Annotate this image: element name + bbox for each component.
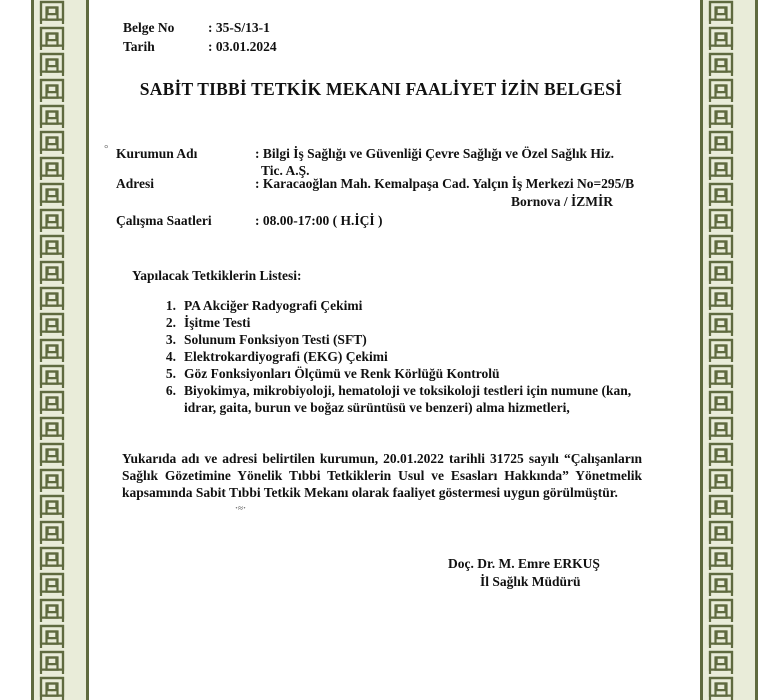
- greek-key-pattern: [703, 0, 755, 700]
- scan-speck: ·≈·: [235, 503, 246, 513]
- list-item: İşitme Testi: [184, 315, 251, 330]
- kurum-label: Kurumun Adı: [116, 146, 198, 161]
- adres-value-cont: Bornova / İZMİR: [511, 194, 614, 209]
- saat-value: : 08.00-17:00 ( H.İÇİ ): [255, 213, 383, 228]
- belge-no-value: : 35-S/13-1: [208, 20, 270, 35]
- list-item-number: 4.: [165, 349, 176, 364]
- list-item: Göz Fonksiyonları Ölçümü ve Renk Körlüğü Kontrolü: [184, 366, 500, 381]
- right-decorative-border: [700, 0, 758, 700]
- saat-label: Çalışma Saatleri: [116, 213, 212, 228]
- document-title: SABİT TIBBİ TETKİK MEKANI FAALİYET İZİN BELGESİ: [139, 79, 623, 99]
- adres-label: Adresi: [116, 176, 155, 191]
- tarih-value: : 03.01.2024: [208, 39, 277, 54]
- list-heading: Yapılacak Tetkiklerin Listesi:: [132, 268, 302, 283]
- body-line: Yukarıda adı ve adresi belirtilen kurumun, 20.01.2022 tarihli 31725 sayılı “Çalışanların: [122, 451, 642, 466]
- body-line: kapsamında Sabit Tıbbi Tetkik Mekanı olarak faaliyet göstermesi uygun görülmüştür.: [122, 485, 618, 500]
- list-item-cont: idrar, gaita, burun ve boğaz sürüntüsü ve benzeri) alma hizmetleri,: [184, 400, 570, 415]
- body-line: Sağlık Gözetimine Yönelik Tıbbi Tetkiklerin Usul ve Esasları Hakkında” Yönetmelik: [122, 468, 642, 483]
- tarih-label: Tarih: [123, 39, 155, 54]
- list-item: Elektrokardiyografi (EKG) Çekimi: [184, 349, 388, 364]
- list-item-number: 1.: [165, 298, 176, 313]
- greek-key-pattern: [34, 0, 86, 700]
- list-item: Biyokimya, mikrobiyoloji, hematoloji ve toksikoloji testleri için numune (kan,: [184, 383, 632, 398]
- left-decorative-border: [31, 0, 89, 700]
- list-item-number: 6.: [165, 383, 176, 398]
- dot-mark: °: [104, 143, 109, 155]
- signatory-role: İl Sağlık Müdürü: [480, 574, 581, 589]
- kurum-value-cont: Tic. A.Ş.: [261, 163, 310, 178]
- list-item: PA Akciğer Radyografi Çekimi: [184, 298, 363, 313]
- list-item-number: 2.: [165, 315, 176, 330]
- list-item: Solunum Fonksiyon Testi (SFT): [184, 332, 367, 347]
- list-item-number: 3.: [165, 332, 176, 347]
- belge-no-label: Belge No: [123, 20, 175, 35]
- kurum-value: : Bilgi İş Sağlığı ve Güvenliği Çevre Sağlığı ve Özel Sağlık Hiz.: [255, 146, 615, 161]
- body-paragraph: [122, 450, 642, 501]
- signatory-name: Doç. Dr. M. Emre ERKUŞ: [448, 556, 600, 571]
- adres-value: : Karacaoğlan Mah. Kemalpaşa Cad. Yalçın İş Merkezi No=295/B: [255, 176, 635, 191]
- list-item-number: 5.: [165, 366, 176, 381]
